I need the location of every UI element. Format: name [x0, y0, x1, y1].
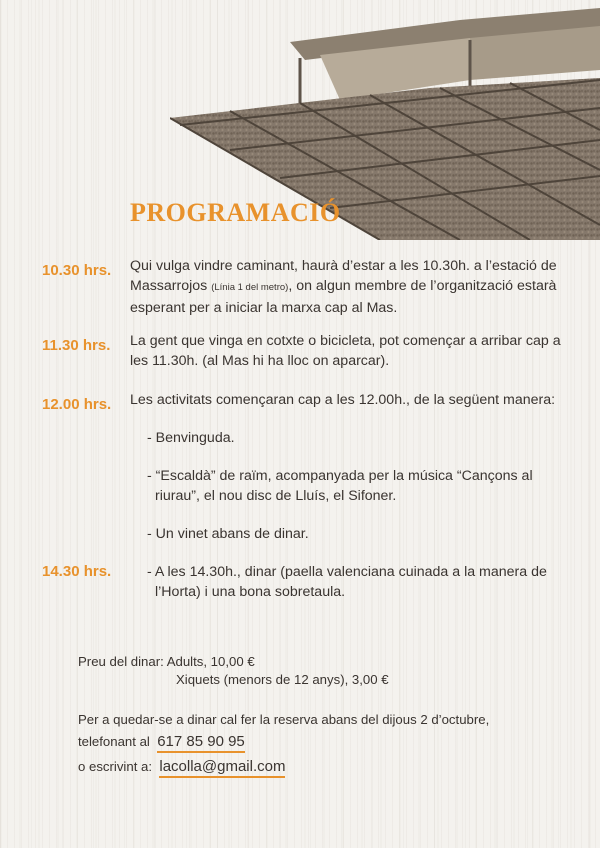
email-line: o escrivint a: lacolla@gmail.com: [78, 758, 285, 776]
schedule-text-1030: Qui vulga vindre caminant, haurà d’estar a les 10.30h. a l’estació de Massarrojos (Línia 1 del metro), on algun membre de l’organització estarà esperant per a iniciar la marxa cap al Mas.: [130, 258, 557, 316]
schedule-time-1430: 14.30 hrs.: [42, 563, 112, 580]
metro-line-note: (Línia 1 del metro): [211, 282, 289, 293]
email-link[interactable]: lacolla@gmail.com: [159, 758, 285, 778]
phone-line: telefonant al 617 85 90 95: [78, 733, 245, 751]
price-label: Preu del dinar: Adults, 10,00 €: [78, 654, 255, 669]
reservation-text: Per a quedar-se a dinar cal fer la reserva abans del dijous 2 d’octubre,: [78, 712, 490, 727]
activity-item: - Benvinguda.: [147, 430, 235, 446]
page-title: PROGRAMACIÓ: [130, 198, 341, 227]
schedule-text-1200: Les activitats començaran cap a les 12.00h., de la següent manera:: [130, 392, 556, 408]
activity-item: - Un vinet abans de dinar.: [147, 526, 309, 542]
schedule-text-1130: La gent que vinga en cotxte o bicicleta, pot començar a arribar cap a les 11.30h. (al Mas hi ha lloc on aparcar).: [130, 333, 561, 369]
activity-item: - A les 14.30h., dinar (paella valenciana cuinada a la manera de l’Horta) i una bona sobretaula.: [147, 564, 547, 600]
price-kids: Xiquets (menors de 12 anys), 3,00 €: [176, 672, 389, 687]
phone-number[interactable]: 617 85 90 95: [157, 733, 245, 753]
activity-item: - “Escaldà” de raïm, acompanyada per la música “Cançons al riurau”, el nou disc de Lluís, el Sifoner.: [147, 468, 533, 504]
schedule-time-1200: 12.00 hrs.: [42, 396, 112, 413]
schedule-time-1130: 11.30 hrs.: [42, 337, 111, 354]
schedule-time-1030: 10.30 hrs.: [42, 262, 112, 279]
